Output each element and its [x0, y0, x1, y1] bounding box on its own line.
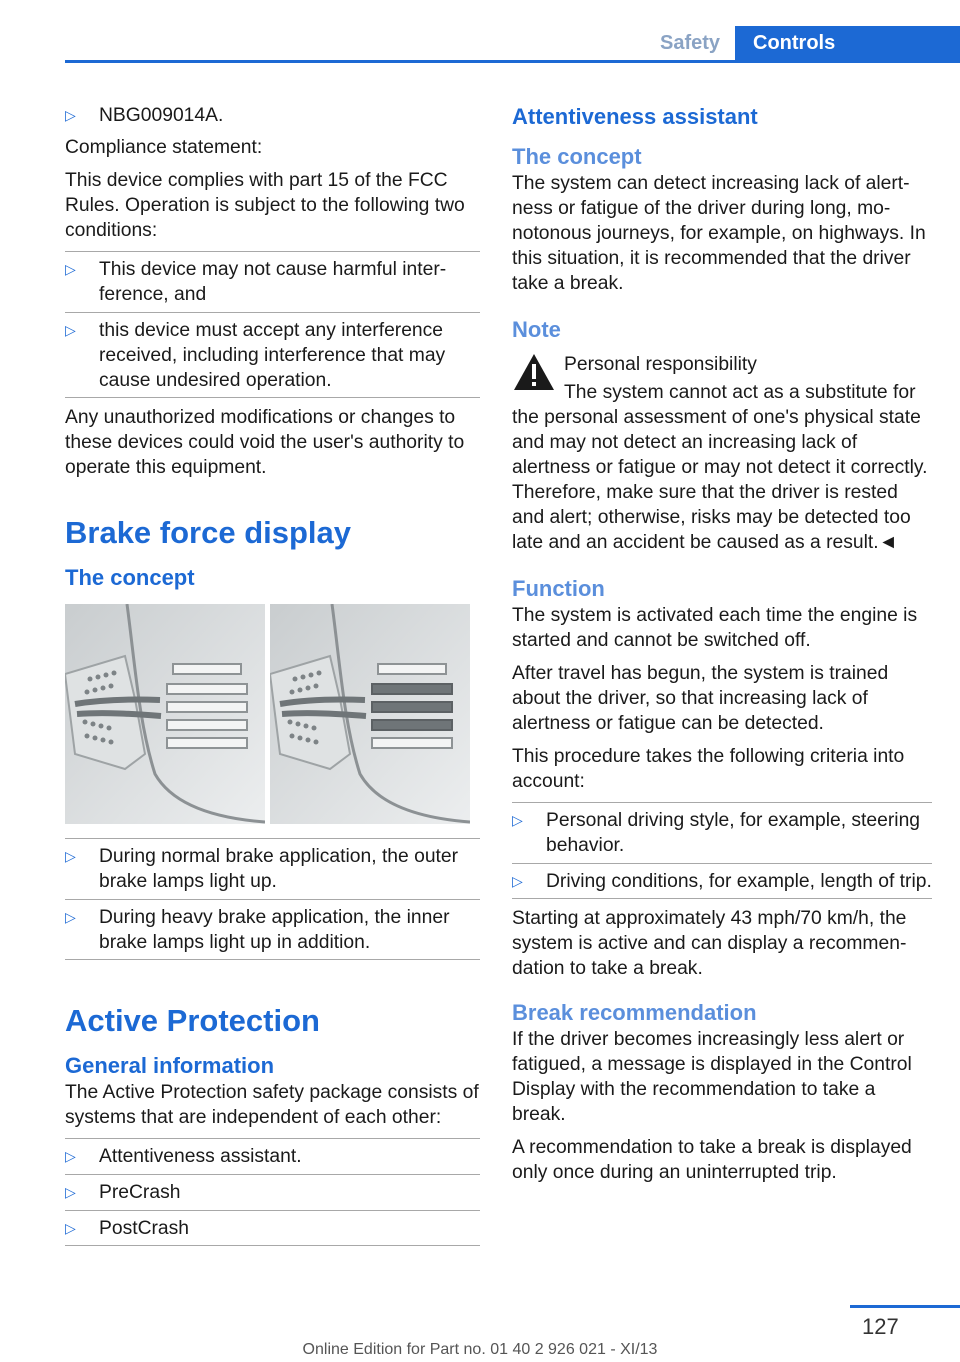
concept-heading: The concept	[512, 144, 642, 169]
general-information-heading: General information	[65, 1053, 275, 1078]
brake-force-heading: Brake force display	[65, 515, 352, 550]
function-paragraph-4: Starting at approximately 43 mph/70 km/h, the system is active and can display a recommendation to take a break.	[512, 908, 907, 979]
list-item: ▷ During normal brake application, the outer brake lamps light up.	[65, 846, 459, 892]
bullet-triangle-icon: ▷	[65, 322, 76, 338]
list-item: ▷ this device must accept any interference received, including interference that may cause undesired operation.	[65, 312, 480, 393]
bullet-triangle-icon: ▷	[65, 261, 76, 277]
bullet-triangle-icon: ▷	[512, 812, 523, 828]
list-item: ▷ Personal driving style, for example, steering behavior.	[512, 810, 921, 856]
note-body: The system cannot act as a substitute for the personal assessment of one's physical state and may not detect an increasing lack of alertness or fatigue or may not detect it correctly. Therefore, make sure that the driver is rested and alert; otherwise, risks may be detected too late and an accident be caused as a result.◄	[512, 382, 928, 553]
concept-paragraph: The system can detect increasing lack of alertness or fatigue of the driver during long, monotonous journeys, for example, on highways. In this situation, it is recommended that the driver take a break.	[512, 173, 926, 294]
bullet-triangle-icon: ▷	[65, 1148, 76, 1164]
bullet-triangle-icon: ▷	[65, 1184, 76, 1200]
compliance-label: Compliance statement:	[65, 137, 263, 158]
warning-icon	[512, 352, 556, 392]
footer-rule	[850, 1305, 960, 1308]
function-paragraph-1: The system is activated each time the engine is started and cannot be switched off.	[512, 605, 918, 651]
modifications-paragraph: Any unauthorized modifications or changes to these devices could void the user's authority to operate this equipment.	[65, 407, 465, 478]
list-item: ▷ PreCrash	[65, 1174, 480, 1205]
bullet-triangle-icon: ▷	[65, 848, 76, 864]
function-paragraph-2: After travel has begun, the system is trained about the driver, so that increasing lack of alertness or fatigue can be detected.	[512, 663, 889, 734]
list-item: ▷ Attentiveness assistant.	[65, 1146, 302, 1167]
attentiveness-heading: Attentiveness assistant	[512, 104, 758, 129]
general-paragraph: The Active Protection safety package consists of systems that are independent of each other:	[65, 1082, 479, 1128]
list-item: ▷ Driving conditions, for example, length of trip.	[512, 863, 932, 894]
tab-safety[interactable]: Safety	[659, 32, 721, 54]
bullet-triangle-icon: ▷	[65, 909, 76, 925]
brake-list	[65, 838, 480, 960]
tab-controls[interactable]: Controls	[735, 26, 960, 63]
brake-lamp-normal-image	[65, 604, 265, 824]
function-heading: Function	[512, 576, 605, 601]
fcc-paragraph: This device complies with part 15 of the FCC Rules. Operation is subject to the following two conditions:	[65, 170, 465, 241]
bullet-triangle-icon: ▷	[65, 1220, 76, 1236]
edition-footer: Online Edition for Part no. 01 40 2 926 021 - XI/13	[302, 1341, 658, 1358]
brake-lamp-heavy-image	[270, 604, 470, 824]
list-item: ▷ This device may not cause harmful interference, and	[65, 259, 447, 305]
right-column	[512, 103, 932, 1193]
systems-list	[65, 1138, 480, 1246]
page-number: 127	[862, 1314, 899, 1339]
list-item: ▷ NBG009014A.	[65, 105, 224, 126]
break-paragraph-2: A recommendation to take a break is displayed only once during an uninterrupted trip.	[512, 1137, 912, 1183]
bullet-triangle-icon: ▷	[512, 873, 523, 889]
header-rule	[65, 60, 960, 63]
left-column	[65, 103, 480, 1253]
note-title: Personal responsibility	[564, 354, 757, 375]
break-paragraph-1: If the driver becomes increasingly less alert or fatigued, a message is displayed in the Control Display with the recommendation to take a break.	[512, 1029, 912, 1125]
list-item: ▷ PostCrash	[65, 1210, 480, 1241]
break-recommendation-heading: Break recommendation	[512, 1000, 757, 1025]
active-protection-heading: Active Protection	[65, 1003, 320, 1038]
bullet-triangle-icon: ▷	[65, 107, 76, 123]
criteria-list	[512, 802, 932, 899]
note-heading: Note	[512, 317, 561, 342]
concept-heading: The concept	[65, 565, 195, 590]
function-paragraph-3: This procedure takes the following criteria into account:	[512, 746, 905, 792]
list-item: ▷ During heavy brake application, the inner brake lamps light up in addition.	[65, 899, 480, 955]
brake-lamp-images	[65, 604, 480, 824]
conditions-list	[65, 251, 480, 398]
